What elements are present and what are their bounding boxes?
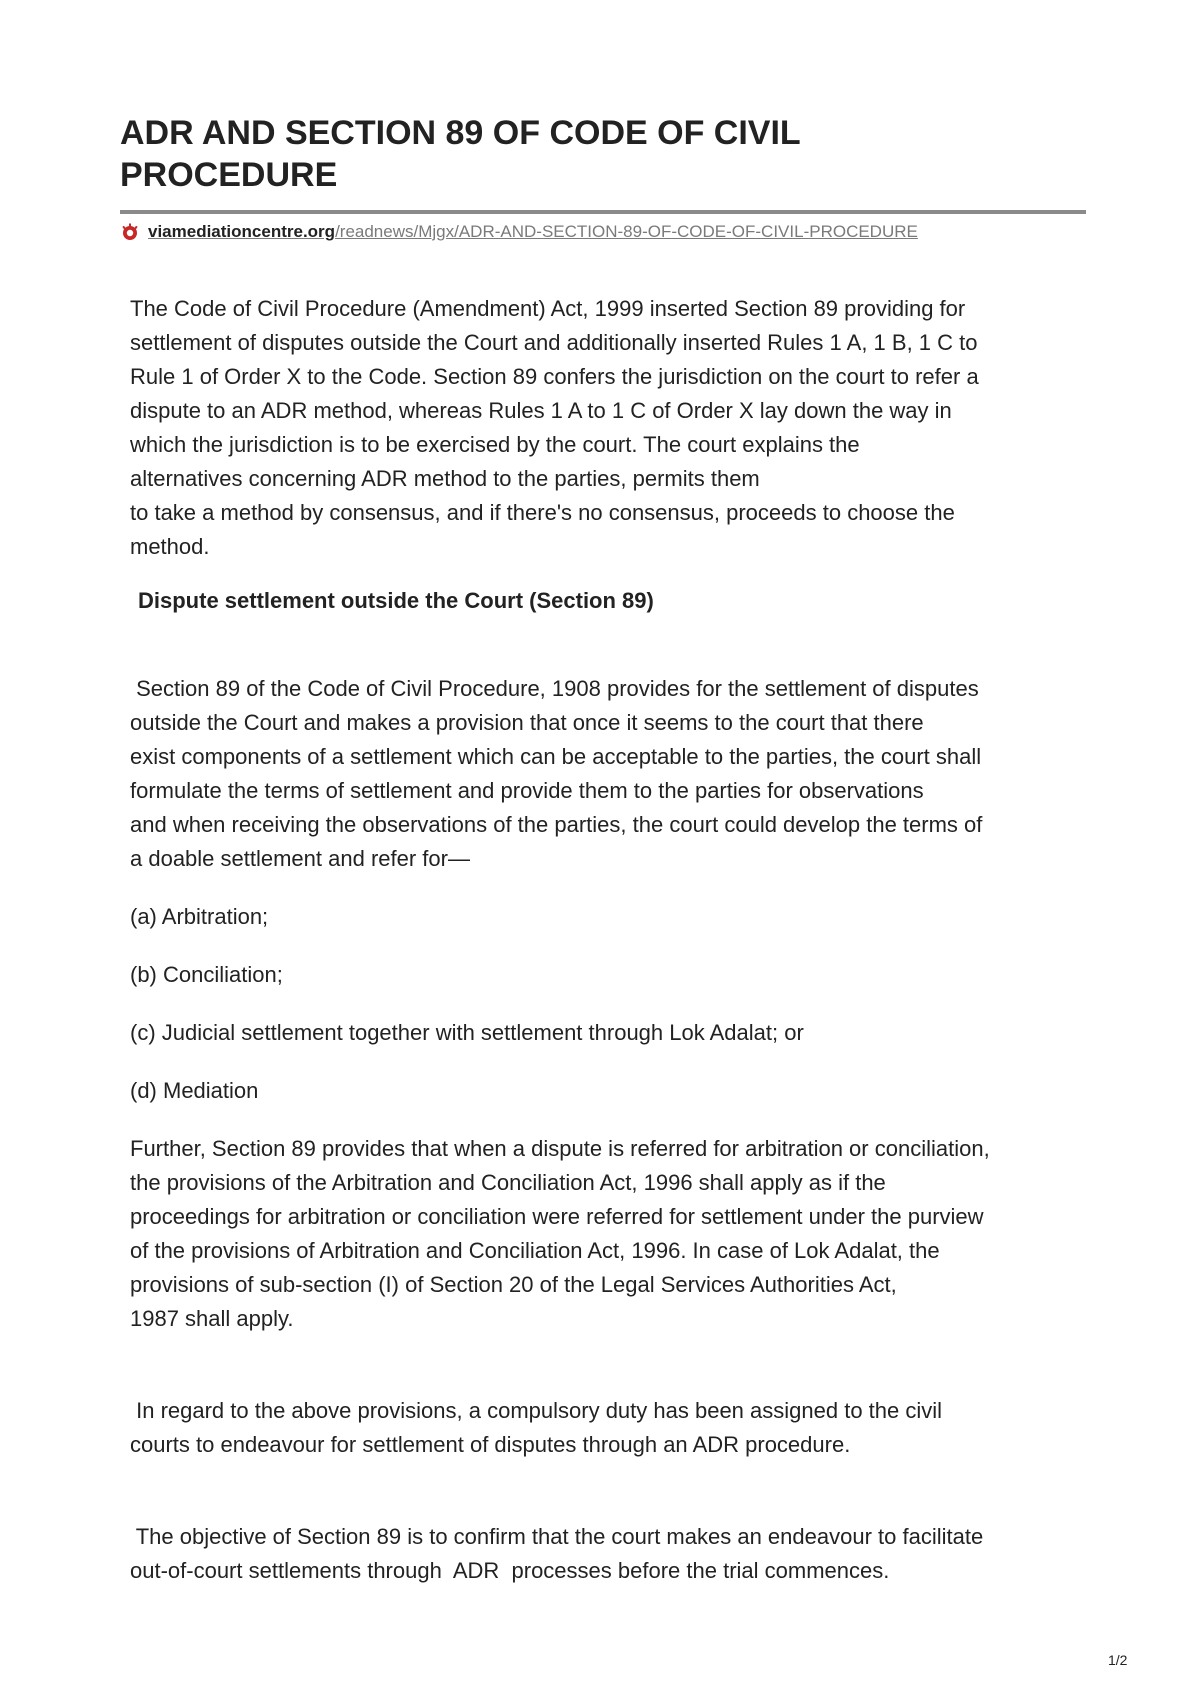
text-line: Rule 1 of Order X to the Code. Section 89 confers the jurisdiction on the court to refer a	[130, 364, 979, 389]
source-link-row	[120, 221, 918, 243]
text-line: method.	[130, 534, 210, 559]
title-line-1: ADR AND SECTION 89 OF CODE OF CIVIL	[120, 114, 801, 152]
paragraph-objective	[130, 1486, 1090, 1588]
mediation-logo-icon	[120, 222, 140, 242]
section-heading: Dispute settlement outside the Court (Section 89)	[138, 588, 654, 613]
text-line: dispute to an ADR method, whereas Rules 1 A to 1 C of Order X lay down the way in	[130, 398, 952, 423]
title-line-2: PROCEDURE	[120, 156, 338, 194]
text-line: to take a method by consensus, and if there's no consensus, proceeds to choose the	[130, 500, 955, 525]
text-line: alternatives concerning ADR method to the parties, permits them	[130, 466, 760, 491]
paragraph-duty	[130, 1360, 1090, 1462]
text-line: settlement of disputes outside the Court and additionally inserted Rules 1 A, 1 B, 1 C to	[130, 330, 978, 355]
list-item: (d) Mediation	[130, 1078, 259, 1103]
paragraph-intro	[130, 292, 1090, 564]
text-line: the provisions of the Arbitration and Conciliation Act, 1996 shall apply as if the	[130, 1170, 886, 1195]
page-title	[120, 112, 1080, 196]
text-line: In regard to the above provisions, a compulsory duty has been assigned to the civil	[130, 1398, 943, 1423]
text-line: of the provisions of Arbitration and Conciliation Act, 1996. In case of Lok Adalat, the	[130, 1238, 940, 1263]
source-domain: viamediationcentre.org	[148, 222, 336, 241]
list-item: (c) Judicial settlement together with settlement through Lok Adalat; or	[130, 1020, 804, 1045]
text-line: a doable settlement and refer for—	[130, 846, 470, 871]
source-path: /readnews/Mjgx/ADR-AND-SECTION-89-OF-CODE-OF-CIVIL-PROCEDURE	[335, 222, 918, 241]
paragraph-further	[130, 1132, 1090, 1336]
list-item: (a) Arbitration;	[130, 904, 269, 929]
text-line: Further, Section 89 provides that when a dispute is referred for arbitration or conciliation,	[130, 1136, 990, 1161]
text-line: Section 89 of the Code of Civil Procedure, 1908 provides for the settlement of disputes	[130, 676, 979, 701]
article-body	[130, 292, 1090, 1588]
page-number: 1/2	[1108, 1652, 1128, 1668]
text-line: exist components of a settlement which can be acceptable to the parties, the court shall	[130, 744, 982, 769]
text-line: 1987 shall apply.	[130, 1306, 294, 1331]
list-item: (b) Conciliation;	[130, 962, 283, 987]
text-line: provisions of sub-section (I) of Section 20 of the Legal Services Authorities Act,	[130, 1272, 897, 1297]
text-line: out-of-court settlements through ADR processes before the trial commences.	[130, 1558, 890, 1583]
source-url-link[interactable]	[148, 222, 918, 242]
text-line: proceedings for arbitration or conciliation were referred for settlement under the purview	[130, 1204, 984, 1229]
title-divider	[120, 210, 1086, 214]
text-line: The objective of Section 89 is to confirm that the court makes an endeavour to facilitate	[130, 1524, 984, 1549]
text-line: and when receiving the observations of the parties, the court could develop the terms of	[130, 812, 983, 837]
text-line: The Code of Civil Procedure (Amendment) Act, 1999 inserted Section 89 providing for	[130, 296, 966, 321]
paragraph-section-89	[130, 638, 1090, 876]
text-line: which the jurisdiction is to be exercised by the court. The court explains the	[130, 432, 860, 457]
text-line: outside the Court and makes a provision that once it seems to the court that there	[130, 710, 924, 735]
text-line: formulate the terms of settlement and provide them to the parties for observations	[130, 778, 924, 803]
text-line: courts to endeavour for settlement of disputes through an ADR procedure.	[130, 1432, 851, 1457]
